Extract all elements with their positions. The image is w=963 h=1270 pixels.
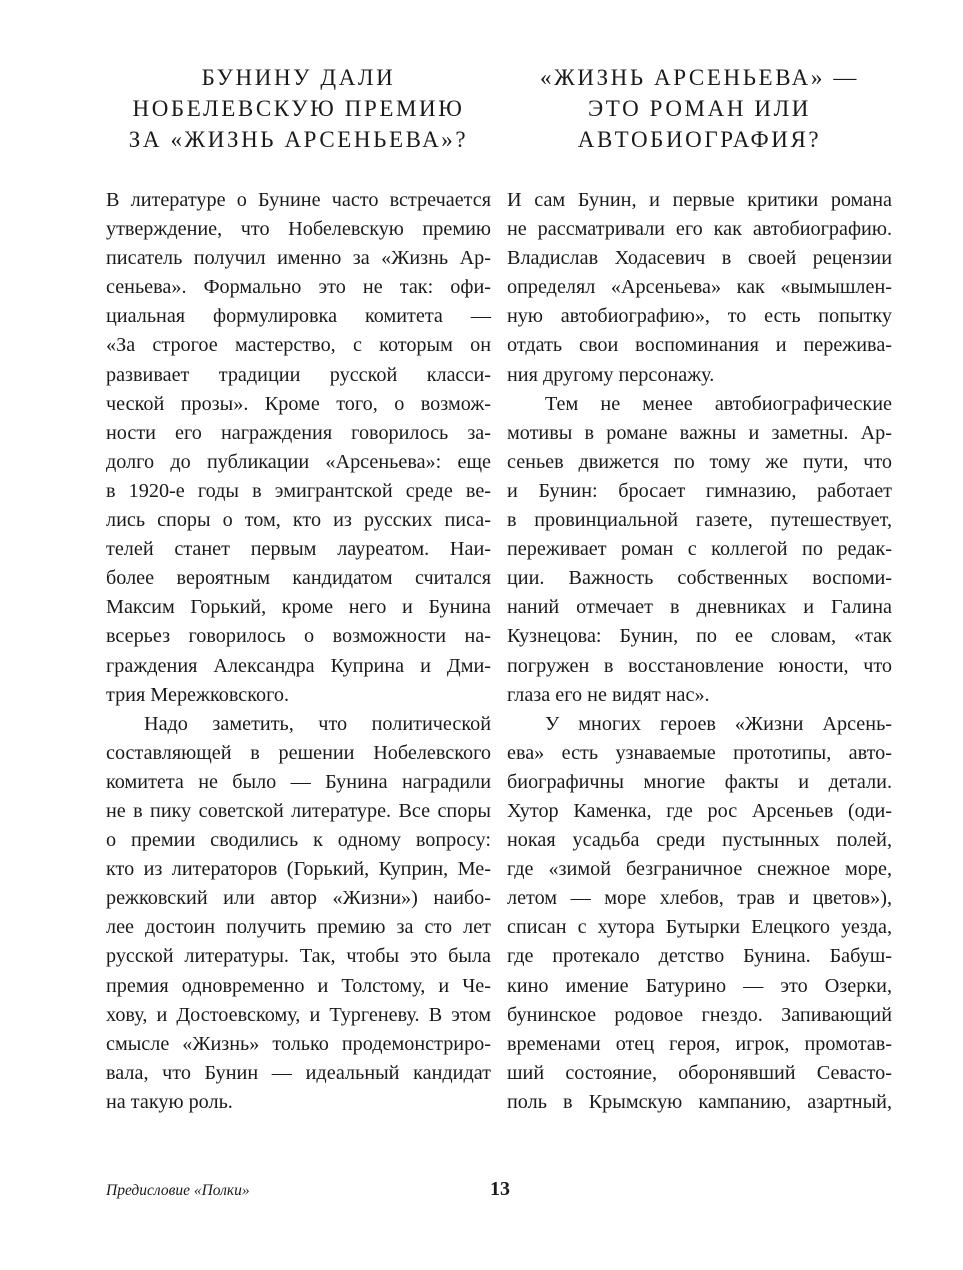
text-line: В литературе о Бунине часто встречается <box>106 189 491 211</box>
text-line: трия Мережковского. <box>106 683 289 706</box>
text-line: писатель получил именно за «Жизнь Ар- <box>106 247 491 270</box>
paragraph <box>507 186 892 390</box>
text-line: Надо заметить, что политической <box>144 712 491 735</box>
text-line: биографичны многие факты и детали. <box>507 770 892 793</box>
right-heading <box>507 62 892 155</box>
text-line: И сам Бунин, и первые критики романа <box>507 189 892 211</box>
text-line: циальная формулировка комитета — <box>106 305 491 328</box>
heading-line: ЭТО РОМАН ИЛИ <box>587 96 811 121</box>
text-line: не рассматривали его как автобиографию. <box>507 218 892 241</box>
text-line: и Бунин: бросает гимназию, работает <box>507 479 892 502</box>
text-line: кто из литераторов (Горький, Куприн, Ме- <box>106 858 491 881</box>
text-line: русской литературы. Так, чтобы это была <box>106 945 491 968</box>
text-line: комитета не было — Бунина наградили <box>106 770 491 793</box>
text-line: отдать свои воспоминания и пережива- <box>507 334 892 357</box>
page-number: 13 <box>490 1178 510 1200</box>
text-line: летом — море хлебов, трав и цветов»), <box>507 887 892 910</box>
left-heading <box>106 62 491 155</box>
text-line: развивает традиции русской класси- <box>106 363 491 386</box>
text-line: погружен в восстановление юности, что <box>507 654 892 677</box>
text-line: ния другому персонажу. <box>507 363 715 386</box>
paragraph <box>106 186 491 710</box>
text-line: переживает роман с коллегой по редак- <box>507 538 892 561</box>
text-line: всерьез говорилось о возможности на- <box>106 625 491 648</box>
text-line: глаза его не видят нас». <box>507 683 710 706</box>
text-line: ший состояние, оборонявший Севасто- <box>507 1061 892 1084</box>
text-line: ности его награждения говорилось за- <box>106 421 491 444</box>
text-line: не в пику советской литературе. Все споры <box>106 799 491 822</box>
text-line: ческой прозы». Кроме того, о возмож- <box>106 392 491 415</box>
text-line: бунинское родовое гнездо. Запивающий <box>507 1003 892 1026</box>
text-line: составляющей в решении Нобелевского <box>106 741 491 764</box>
text-line: ции. Важность собственных воспоми- <box>507 567 892 590</box>
text-line: нокая усадьба среди пустынных полей, <box>507 829 892 852</box>
heading-line: ЗА «ЖИЗНЬ АРСЕНЬЕВА»? <box>128 127 469 152</box>
text-line: У многих героев «Жизни Арсень- <box>545 712 892 735</box>
text-line: граждения Александра Куприна и Дми- <box>106 654 491 677</box>
text-line: Тем не менее автобиографические <box>545 392 892 415</box>
text-line: лись споры о том, кто из русских писа- <box>106 509 491 532</box>
text-line: определял «Арсеньева» как «вымышлен- <box>507 276 892 299</box>
text-line: хову, и Достоевскому, и Тургеневу. В этом <box>106 1003 491 1026</box>
text-line: смысле «Жизнь» только продемонстриро- <box>106 1032 491 1055</box>
paragraph <box>507 390 892 710</box>
text-line: Хутор Каменка, где рос Арсеньев (оди- <box>507 799 892 822</box>
text-line: телей станет первым лауреатом. Наи- <box>106 538 491 561</box>
text-line: ную автобиографию», то есть попытку <box>507 305 892 328</box>
text-line: списан с хутора Бутырки Елецкого уезда, <box>507 916 892 939</box>
paragraph <box>106 710 491 1117</box>
left-column <box>106 62 491 1117</box>
right-column <box>507 62 892 1117</box>
text-line: кино имение Батурино — это Озерки, <box>507 974 892 997</box>
text-line: утверждение, что Нобелевскую премию <box>106 218 491 241</box>
text-line: сеньев движется по тому же пути, что <box>507 450 892 473</box>
text-line: Владислав Ходасевич в своей рецензии <box>507 247 892 270</box>
text-line: лее достоин получить премию за сто лет <box>106 916 491 939</box>
text-line: в 1920-е годы в эмигрантской среде ве- <box>106 479 491 502</box>
text-line: сеньева». Формально это не так: офи- <box>106 276 491 299</box>
text-line: мотивы в романе важны и заметны. Ар- <box>507 421 892 444</box>
running-title: Предисловие «Полки» <box>106 1182 250 1199</box>
text-line: наний отмечает в дневниках и Галина <box>507 596 892 619</box>
heading-line: АВТОБИОГРАФИЯ? <box>577 127 822 152</box>
text-line: на такую роль. <box>106 1090 233 1113</box>
paragraph <box>507 710 892 1117</box>
text-line: премия одновременно и Толстому, и Че- <box>106 974 491 997</box>
text-line: долго до публикации «Арсеньева»: еще <box>106 450 491 473</box>
text-line: где «зимой безграничное снежное море, <box>507 858 892 881</box>
text-line: «За строгое мастерство, с которым он <box>106 334 491 357</box>
text-line: где протекало детство Бунина. Бабуш- <box>507 945 892 968</box>
text-line: более вероятным кандидатом считался <box>106 567 491 590</box>
text-line: временами отец героя, игрок, промотав- <box>507 1032 892 1055</box>
text-line: в провинциальной газете, путешествует, <box>507 509 892 532</box>
text-line: ева» есть узнаваемые прототипы, авто- <box>507 741 892 764</box>
text-line: режковский или автор «Жизни») наибо- <box>106 887 491 910</box>
heading-line: БУНИНУ ДАЛИ <box>201 65 396 90</box>
text-line: Кузнецова: Бунин, по ее словам, «так <box>507 625 892 648</box>
text-line: о премии сводились к одному вопросу: <box>106 829 491 852</box>
heading-line: «ЖИЗНЬ АРСЕНЬЕВА» — <box>540 65 859 90</box>
heading-line: НОБЕЛЕВСКУЮ ПРЕМИЮ <box>132 96 465 121</box>
text-line: Максим Горький, кроме него и Бунина <box>106 596 491 619</box>
text-line: вала, что Бунин — идеальный кандидат <box>106 1061 491 1084</box>
text-line: поль в Крымскую кампанию, азартный, <box>507 1090 892 1113</box>
